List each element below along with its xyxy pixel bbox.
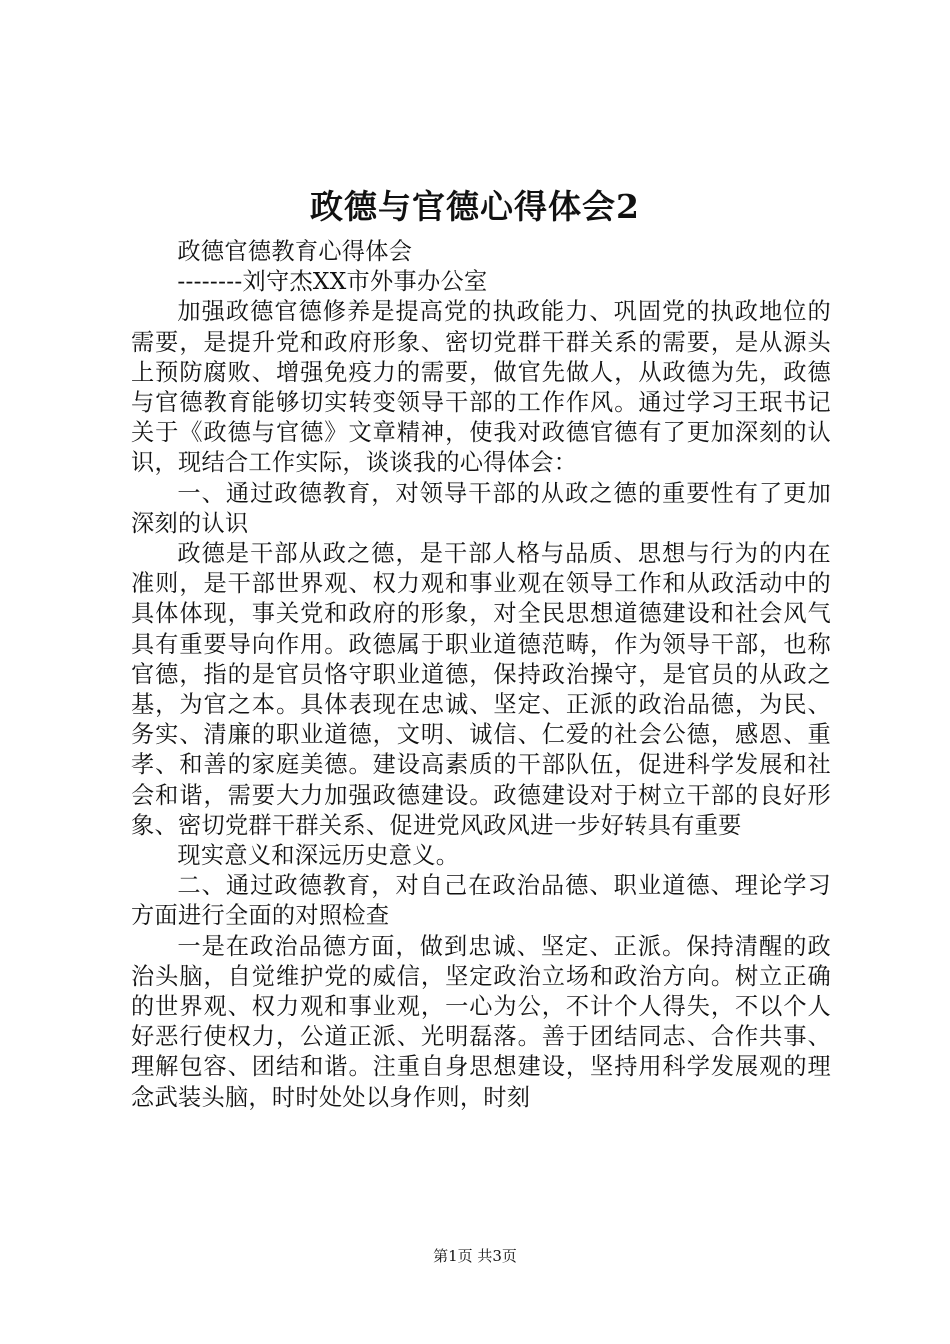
page-footer: 第1页 共3页 [433, 1247, 517, 1265]
paragraph-author: --------刘守杰XX市外事办公室 [177, 268, 488, 296]
paragraph-point-one: 一是在政治品德方面，做到忠诚、坚定、正派。保持清醒的政治头脑，自觉维护党的威信，坚定政治立场和政治方向。树立正确的世界观、权力观和事业观，一心为公，不计个人得失，不以个人好恶行使权力，公道正派、光明磊落。善于团结同志、合作共事、理解包容、团结和谐。注重自身思想建设，坚持用科学发展观的理念武装头脑，时时处处以身作则，时刻 [131, 932, 831, 1111]
document-body [131, 237, 831, 1113]
paragraph-heading-one: 一、通过政德教育，对领导干部的从政之德的重要性有了更加深刻的认识 [131, 479, 831, 537]
paragraph-subtitle: 政德官德教育心得体会 [177, 238, 413, 265]
paragraph-significance: 现实意义和深远历史意义。 [177, 842, 460, 870]
paragraph-intro: 加强政德官德修养是提高党的执政能力、巩固党的执政地位的需要，是提升党和政府形象、密切党群干群关系的需要，是从源头上预防腐败、增强免疫力的需要，做官先做人，从政德为先，政德与官德教育能够切实转变领导干部的工作作风。通过学习王珉书记关于《政德与官德》文章精神，使我对政德官德有了更加深刻的认识，现结合工作实际，谈谈我的心得体会： [131, 298, 831, 477]
paragraph-heading-two: 二、通过政德教育，对自己在政治品德、职业道德、理论学习方面进行全面的对照检查 [131, 872, 831, 930]
document-title: 政德与官德心得体会2 [310, 187, 640, 226]
paragraph-political-ethics: 政德是干部从政之德，是干部人格与品质、思想与行为的内在准则，是干部世界观、权力观和事业观在领导工作和从政活动中的具体体现，事关党和政府的形象，对全民思想道德建设和社会风气具有重要导向作用。政德属于职业道德范畴，作为领导干部，也称官德，指的是官员恪守职业道德，保持政治操守，是官员的从政之基，为官之本。具体表现在忠诚、坚定、正派的政治品德，为民、务实、清廉的职业道德，文明、诚信、仁爱的社会公德，感恩、重孝、和善的家庭美德。建设高素质的干部队伍，促进科学发展和社会和谐，需要大力加强政德建设。政德建设对于树立干部的良好形象、密切党群干群关系、促进党风政风进一步好转具有重要 [131, 540, 831, 839]
